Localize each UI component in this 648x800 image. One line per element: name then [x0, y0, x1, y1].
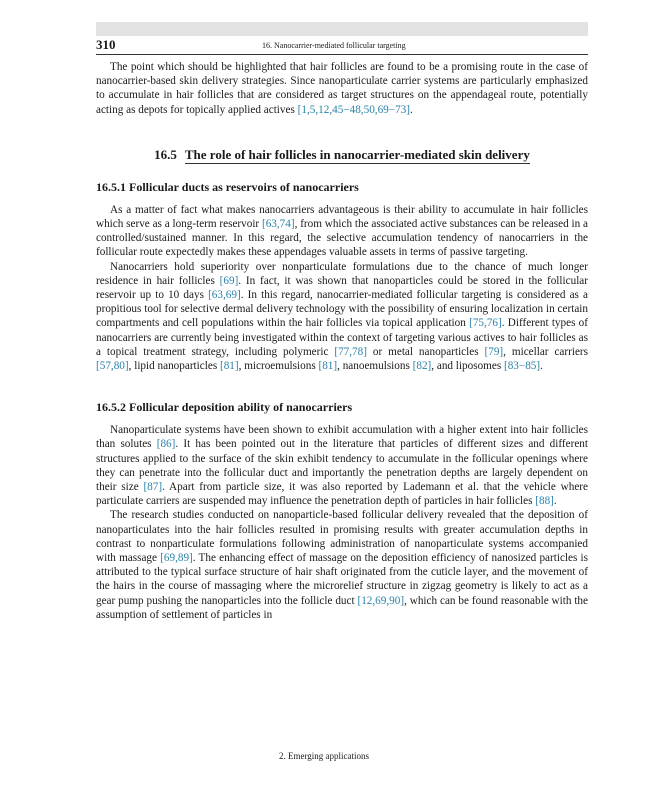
- citation-link[interactable]: [79]: [484, 345, 504, 358]
- subsection-heading-2: [96, 399, 588, 415]
- text-run: , and liposomes: [431, 360, 504, 373]
- page-footer: 2. Emerging applications: [278, 751, 370, 761]
- header-rule: [96, 54, 588, 55]
- intro-paragraph: [96, 60, 588, 117]
- text-run: . The enhancing effect of massage on the deposition efficiency of nanosized particles is attributed to the typical surface structure of hair shaft originated from the cuticle layer, and the movement of the hairs in the course of massaging where the microrelief structure in zigzag geometry is likely to act as a gear pump pushing the nanoparticles into the follicle duct: [96, 552, 588, 607]
- paragraph-deposition-1: [96, 423, 588, 508]
- citation-link[interactable]: [63,69]: [208, 289, 241, 302]
- text-run: .: [410, 103, 413, 116]
- page-body: [96, 60, 588, 622]
- section-title: The role of hair follicles in nanocarrier-mediated skin delivery: [184, 146, 530, 162]
- text-run: . In fact, it was shown that nanoparticles could be stored in the follicular reservoir up to 10 days: [96, 274, 588, 302]
- page-number: 310: [96, 37, 116, 52]
- citation-link[interactable]: [77,78]: [334, 345, 367, 358]
- text-run: . It has been pointed out in the literature that particles of different sizes and different structures applied to the surface of the skin exhibit tendency to accumulate in the follicular openings where they can penetrate into the follicular duct and importantly the penetration depths are largely dependent on their size: [96, 438, 588, 494]
- citation-link[interactable]: [86]: [156, 438, 176, 451]
- citation-link[interactable]: [12,69,90]: [357, 594, 405, 607]
- text-run: , lipid nanoparticles: [128, 360, 220, 373]
- citation-link[interactable]: [81]: [219, 360, 239, 373]
- citation-link[interactable]: [81]: [318, 360, 338, 373]
- text-run: , from which the associated active substances can be released in a controlled/sustained manner. In this regard, the selective accumulation tendency of nanocarriers in the follicular route expectedly makes these appendages valuable assets in terms of passive targeting.: [96, 218, 588, 259]
- citation-link[interactable]: [75,76]: [469, 317, 502, 330]
- citation-link[interactable]: [88]: [535, 495, 554, 508]
- text-run: The research studies conducted on nanoparticle-based follicular delivery revealed that the deposition of nanoparticulates into the hair follicles resulted in promising results with greater accumulation depths in contrast to nonparticulate formulations following administration of nanoparticulate systems accompanied with massage: [96, 509, 588, 565]
- paragraph-reservoir-2: [96, 260, 588, 374]
- text-run: .: [540, 360, 543, 373]
- running-title: 16. Nanocarrier-mediated follicular targeting: [262, 41, 406, 50]
- subsection-title: Follicular deposition ability of nanocarriers: [129, 400, 353, 415]
- section-heading: [96, 146, 588, 164]
- text-run: .: [553, 495, 557, 508]
- subsection-heading-1: [96, 179, 588, 195]
- paragraph-deposition-2: [96, 508, 588, 622]
- citation-link[interactable]: [69,89]: [160, 552, 193, 565]
- text-run: , micellar carriers: [503, 345, 588, 358]
- text-run: or metal nanoparticles: [366, 345, 485, 358]
- text-run: Nanoparticulate systems have been shown to exhibit accumulation with a higher extent into hair follicles than solutes: [96, 424, 588, 451]
- section-number: 16.5: [154, 146, 177, 162]
- header-bar: [96, 22, 588, 36]
- paragraph-reservoir-1: [96, 203, 588, 260]
- text-run: As a matter of fact what makes nanocarriers advantageous is their ability to accumulate in hair follicles which serve as a long-term reservoir: [96, 203, 588, 231]
- citation-link[interactable]: [1,5,12,45−48,50,69−73]: [297, 103, 410, 116]
- text-run: . Apart from particle size, it was also reported by Lademann et al. that the vehicle where particulate carriers are suspended may influence the penetration depth of particles in hair follicles: [96, 481, 588, 508]
- text-run: , nanoemulsions: [337, 360, 413, 373]
- subsection-title: Follicular ducts as reservoirs of nanocarriers: [129, 179, 359, 194]
- text-run: . Different types of nanocarriers are currently being investigated within the context of targeting various actives to hair follicles as a topical treatment strategy, including polymeric: [96, 317, 589, 358]
- citation-link[interactable]: [87]: [143, 481, 163, 494]
- text-run: The point which should be highlighted that hair follicles are found to be a promising route in the case of nanocarrier-based skin delivery strategies. Since nanoparticulate carrier systems are particularly emphasized to accumulate in hair follicles that are considered as target structures on the appendageal route, potentially acting as depots for topically applied actives: [96, 61, 588, 116]
- citation-link[interactable]: [63,74]: [261, 218, 295, 231]
- subsection-number: 16.5.1: [96, 179, 126, 194]
- text-run: . In this regard, nanocarrier-mediated follicular targeting is considered as a propitious tool for selective dermal delivery technology with the possibility of ensuring localization in certain compartments and cell populations within the hair follicles via topical application: [96, 289, 588, 330]
- text-run: , microemulsions: [238, 360, 319, 373]
- citation-link[interactable]: [57,80]: [96, 360, 129, 373]
- citation-link[interactable]: [83−85]: [503, 360, 541, 373]
- citation-link[interactable]: [69]: [219, 274, 239, 287]
- text-run: , which can be found reasonable with the assumption of settlement of particles in: [96, 594, 588, 621]
- citation-link[interactable]: [82]: [412, 360, 432, 373]
- subsection-number: 16.5.2: [96, 400, 126, 415]
- text-run: Nanocarriers hold superiority over nonparticulate formulations due to the chance of much longer residence in hair follicles: [96, 260, 588, 287]
